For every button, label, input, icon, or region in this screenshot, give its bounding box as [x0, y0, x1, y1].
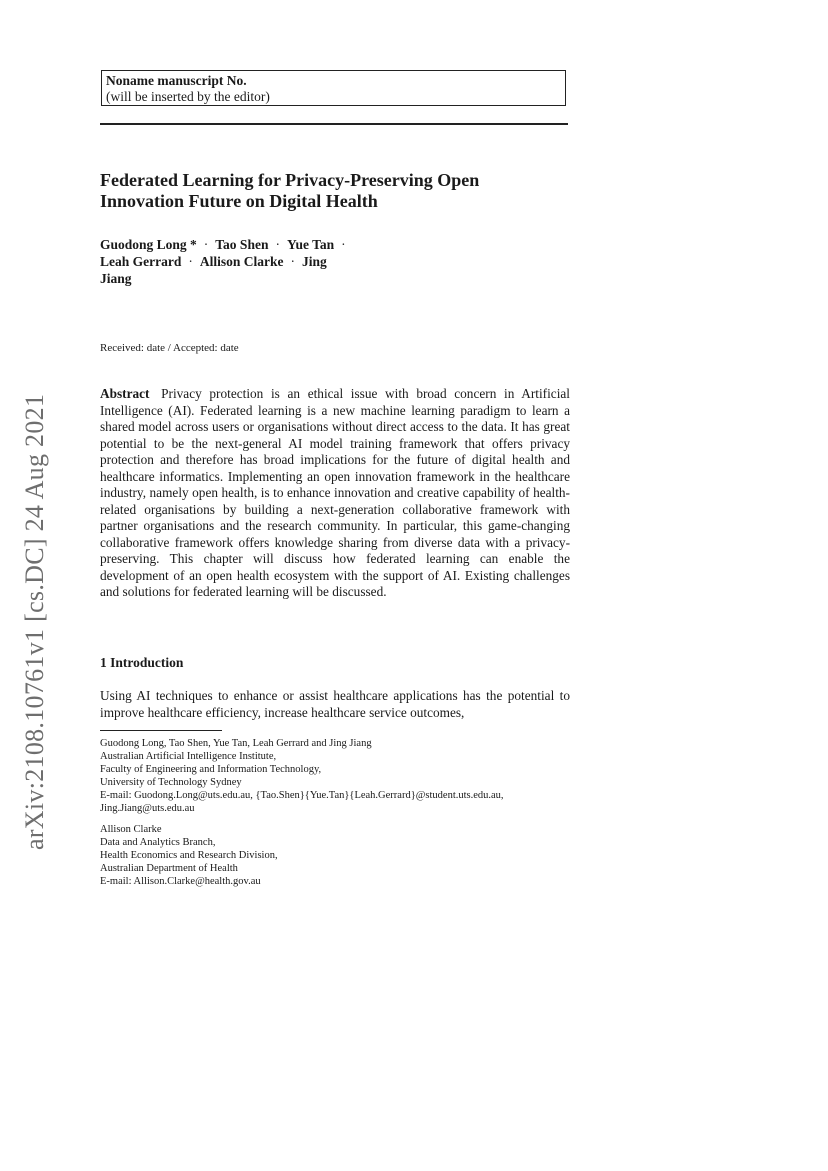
footnote-email: E-mail: Guodong.Long@uts.edu.au, {Tao.Shen}{Yue.Tan}{Leah.Gerrard}@student.uts.edu.au,: [100, 790, 504, 801]
author-name: Yue Tan: [286, 237, 335, 252]
arxiv-identifier: arXiv:2108.10761v1 [cs.DC] 24 Aug 2021: [20, 393, 49, 850]
author-separator: ·: [290, 254, 295, 269]
manuscript-label: Noname manuscript No.: [106, 73, 247, 88]
footnote-line: Guodong Long, Tao Shen, Yue Tan, Leah Gerrard and Jing Jiang: [100, 738, 372, 749]
footnote-line: Data and Analytics Branch,: [100, 837, 216, 848]
footnote-line: Faculty of Engineering and Information Technology,: [100, 764, 322, 775]
abstract-heading: Abstract: [100, 386, 150, 401]
author-name: Leah Gerrard: [100, 254, 182, 269]
footnote-line: Australian Artificial Intelligence Institute,: [100, 751, 277, 762]
received-date: Received: date / Accepted: date: [100, 342, 239, 354]
author-name: Guodong Long *: [100, 237, 197, 252]
paper-title: [100, 170, 570, 212]
editor-note: (will be inserted by the editor): [106, 89, 270, 104]
footnote-email: Jing.Jiang@uts.edu.au: [100, 803, 195, 814]
author-list: [100, 236, 570, 287]
author-separator: ·: [341, 237, 346, 252]
footnote-rule: [100, 730, 222, 731]
author-name: Jiang: [100, 271, 132, 286]
footnote-line: University of Technology Sydney: [100, 777, 242, 788]
author-name: Tao Shen: [215, 237, 269, 252]
abstract-text: Privacy protection is an ethical issue with broad concern in Artificial Intelligence (AI). Federated learning is a new machine learning paradigm to learn a shared model across users or organisations without direct access to the data. It has great potential to be the next-general AI model training framework that offers privacy protection and therefore has broad implications for the future of digital health and healthcare informatics. Implementing an open innovation framework in the healthcare industry, namely open health, is to enhance innovation and creative capability of health-related organisations by building a next-generation collaborative framework with partner organisations and the research community. In particular, this game-changing collaborative framework offers knowledge sharing from diverse data with a privacy-preserving. This chapter will discuss how federated learning can enable the development of an open health ecosystem with the support of AI. Existing challenges and solutions for federated learning will be discussed.: [100, 386, 570, 599]
introduction-paragraph: Using AI techniques to enhance or assist healthcare applications has the potential to improve healthcare efficiency, increase healthcare service outcomes,: [100, 688, 570, 720]
author-separator: ·: [203, 237, 209, 252]
header-rule: [100, 123, 568, 125]
author-separator: ·: [188, 254, 193, 269]
footnote-line: Health Economics and Research Division,: [100, 850, 278, 861]
manuscript-info-box: [101, 70, 566, 106]
author-name: Jing: [302, 254, 327, 269]
affiliation-footnote-2: [100, 823, 590, 888]
footnote-line: Australian Department of Health: [100, 863, 238, 874]
title-line-1: Federated Learning for Privacy-Preserving Open: [100, 170, 480, 190]
abstract: [100, 386, 570, 601]
footnote-line: Allison Clarke: [100, 824, 162, 835]
section-heading: 1 Introduction: [100, 655, 184, 670]
author-name: Allison Clarke: [199, 254, 284, 269]
title-line-2: Innovation Future on Digital Health: [100, 191, 378, 211]
footnote-email: E-mail: Allison.Clarke@health.gov.au: [100, 876, 261, 887]
author-separator: ·: [275, 237, 280, 252]
affiliation-footnote-1: [100, 737, 590, 815]
